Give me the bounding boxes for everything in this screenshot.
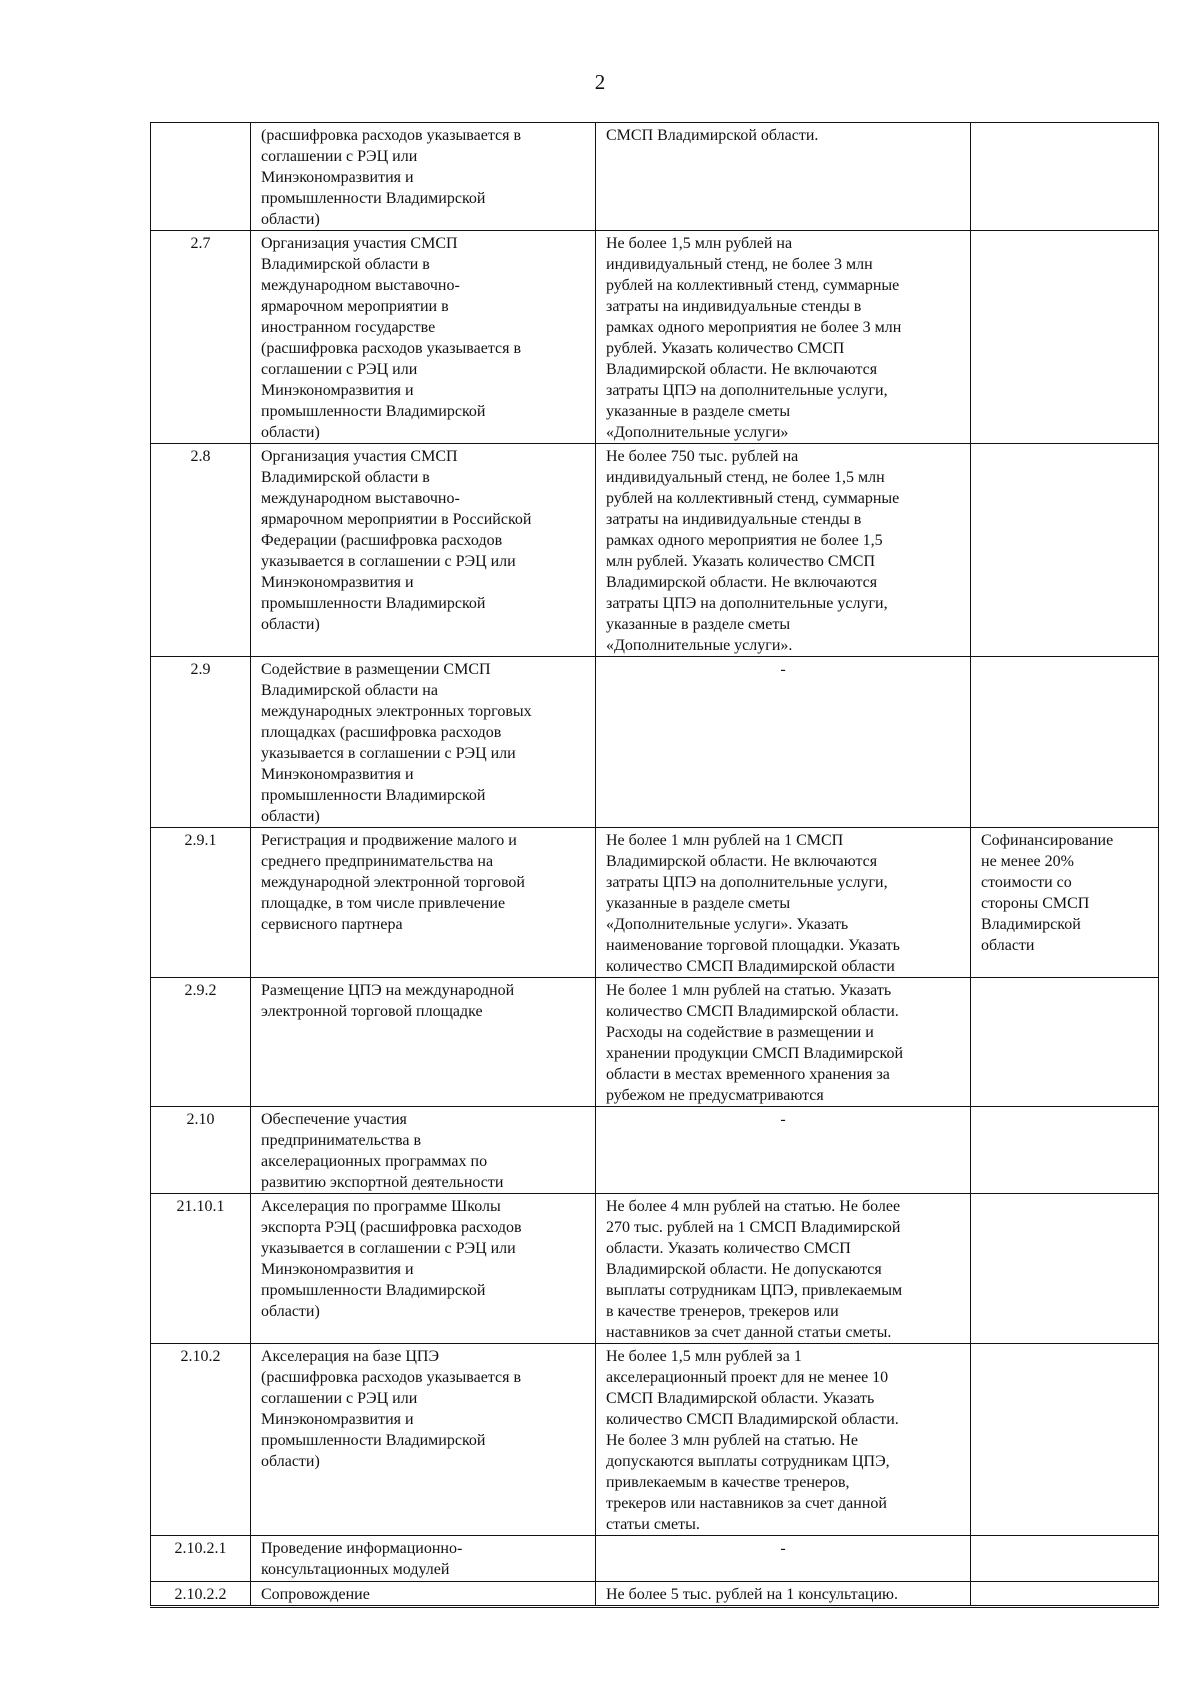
row-number: 2.10.2.2: [151, 1582, 251, 1607]
table-row: [151, 657, 1159, 828]
row-conditions: Не более 1 млн рублей на статью. Указать количество СМСП Владимирской области. Расходы на содействие в размещении и хранении продукции СМСП Владимирской области в местах временного хранения за рубежом не предусматриваются: [596, 978, 971, 1107]
row-number: 2.8: [151, 444, 251, 657]
row-number: 2.10.2.1: [151, 1536, 251, 1582]
row-note: [971, 657, 1159, 828]
row-description: Организация участия СМСП Владимирской области в международном выставочно- ярмарочном мероприятии в Российской Федерации (расшифровка расходов указывается в соглашении с РЭЦ или Минэкономразвития и промышленности Владимирской области): [251, 444, 596, 657]
row-description: Сопровождение: [251, 1582, 596, 1607]
row-conditions: Не более 4 млн рублей на статью. Не более 270 тыс. рублей на 1 СМСП Владимирской области. Указать количество СМСП Владимирской области. Не допускаются выплаты сотрудникам ЦПЭ, привлекаемым в качестве тренеров, трекеров или наставников за счет данной статьи сметы.: [596, 1194, 971, 1344]
row-conditions: -: [596, 657, 971, 828]
row-conditions: -: [596, 1536, 971, 1582]
row-description: (расшифровка расходов указывается в соглашении с РЭЦ или Минэкономразвития и промышленности Владимирской области): [251, 123, 596, 231]
row-note: [971, 1194, 1159, 1344]
table-row: [151, 978, 1159, 1107]
row-description: Организация участия СМСП Владимирской области в международном выставочно- ярмарочном мероприятии в иностранном государстве (расшифровка расходов указывается в соглашении с РЭЦ или Минэкономразвития и промышленности Владимирской области): [251, 231, 596, 444]
row-number: [151, 123, 251, 231]
table-row: [151, 1344, 1159, 1536]
row-conditions: Не более 1,5 млн рублей за 1 акселерационный проект для не менее 10 СМСП Владимирской области. Указать количество СМСП Владимирской области. Не более 3 млн рублей на статью. Не допускаются выплаты сотрудникам ЦПЭ, привлекаемым в качестве тренеров, трекеров или наставников за счет данной статьи сметы.: [596, 1344, 971, 1536]
row-note: [971, 1107, 1159, 1194]
table-row: [151, 1536, 1159, 1582]
row-number: 2.10: [151, 1107, 251, 1194]
table-row: [151, 1582, 1159, 1607]
row-note: [971, 1536, 1159, 1582]
row-conditions: СМСП Владимирской области.: [596, 123, 971, 231]
row-conditions: Не более 1 млн рублей на 1 СМСП Владимирской области. Не включаются затраты ЦПЭ на дополнительные услуги, указанные в разделе сметы «Дополнительные услуги». Указать наименование торговой площадки. Указать количество СМСП Владимирской области: [596, 828, 971, 978]
row-description: Проведение информационно- консультационных модулей: [251, 1536, 596, 1582]
row-description: Акселерация по программе Школы экспорта РЭЦ (расшифровка расходов указывается в соглашении с РЭЦ или Минэкономразвития и промышленности Владимирской области): [251, 1194, 596, 1344]
row-number: 2.7: [151, 231, 251, 444]
row-description: Регистрация и продвижение малого и среднего предпринимательства на международной электронной торговой площадке, в том числе привлечение сервисного партнера: [251, 828, 596, 978]
row-note: Софинансирование не менее 20% стоимости со стороны СМСП Владимирской области: [971, 828, 1159, 978]
table-row: [151, 231, 1159, 444]
row-conditions: Не более 1,5 млн рублей на индивидуальный стенд, не более 3 млн рублей на коллективный стенд, суммарные затраты на индивидуальные стенды в рамках одного мероприятия не более 3 млн рублей. Указать количество СМСП Владимирской области. Не включаются затраты ЦПЭ на дополнительные услуги, указанные в разделе сметы «Дополнительные услуги»: [596, 231, 971, 444]
table-row: [151, 444, 1159, 657]
row-number: 2.9.2: [151, 978, 251, 1107]
table-row: [151, 828, 1159, 978]
row-conditions: Не более 750 тыс. рублей на индивидуальный стенд, не более 1,5 млн рублей на коллективный стенд, суммарные затраты на индивидуальные стенды в рамках одного мероприятия не более 1,5 млн рублей. Указать количество СМСП Владимирской области. Не включаются затраты ЦПЭ на дополнительные услуги, указанные в разделе сметы «Дополнительные услуги».: [596, 444, 971, 657]
row-conditions: Не более 5 тыс. рублей на 1 консультацию.: [596, 1582, 971, 1607]
row-description: Акселерация на базе ЦПЭ (расшифровка расходов указывается в соглашении с РЭЦ или Минэкономразвития и промышленности Владимирской области): [251, 1344, 596, 1536]
table-row: [151, 1107, 1159, 1194]
row-description: Размещение ЦПЭ на международной электронной торговой площадке: [251, 978, 596, 1107]
row-note: [971, 1344, 1159, 1536]
row-number: 2.10.2: [151, 1344, 251, 1536]
row-note: [971, 978, 1159, 1107]
row-description: Содействие в размещении СМСП Владимирской области на международных электронных торговых площадках (расшифровка расходов указывается в соглашении с РЭЦ или Минэкономразвития и промышленности Владимирской области): [251, 657, 596, 828]
row-number: 21.10.1: [151, 1194, 251, 1344]
row-number: 2.9: [151, 657, 251, 828]
table-row: [151, 123, 1159, 231]
expense-table: [150, 122, 1159, 1608]
row-number: 2.9.1: [151, 828, 251, 978]
page-number: 2: [594, 70, 606, 94]
row-note: [971, 231, 1159, 444]
row-note: [971, 123, 1159, 231]
row-note: [971, 444, 1159, 657]
row-conditions: -: [596, 1107, 971, 1194]
row-note: [971, 1582, 1159, 1607]
table-row: [151, 1194, 1159, 1344]
row-description: Обеспечение участия предпринимательства в акселерационных программах по развитию экспортной деятельности: [251, 1107, 596, 1194]
